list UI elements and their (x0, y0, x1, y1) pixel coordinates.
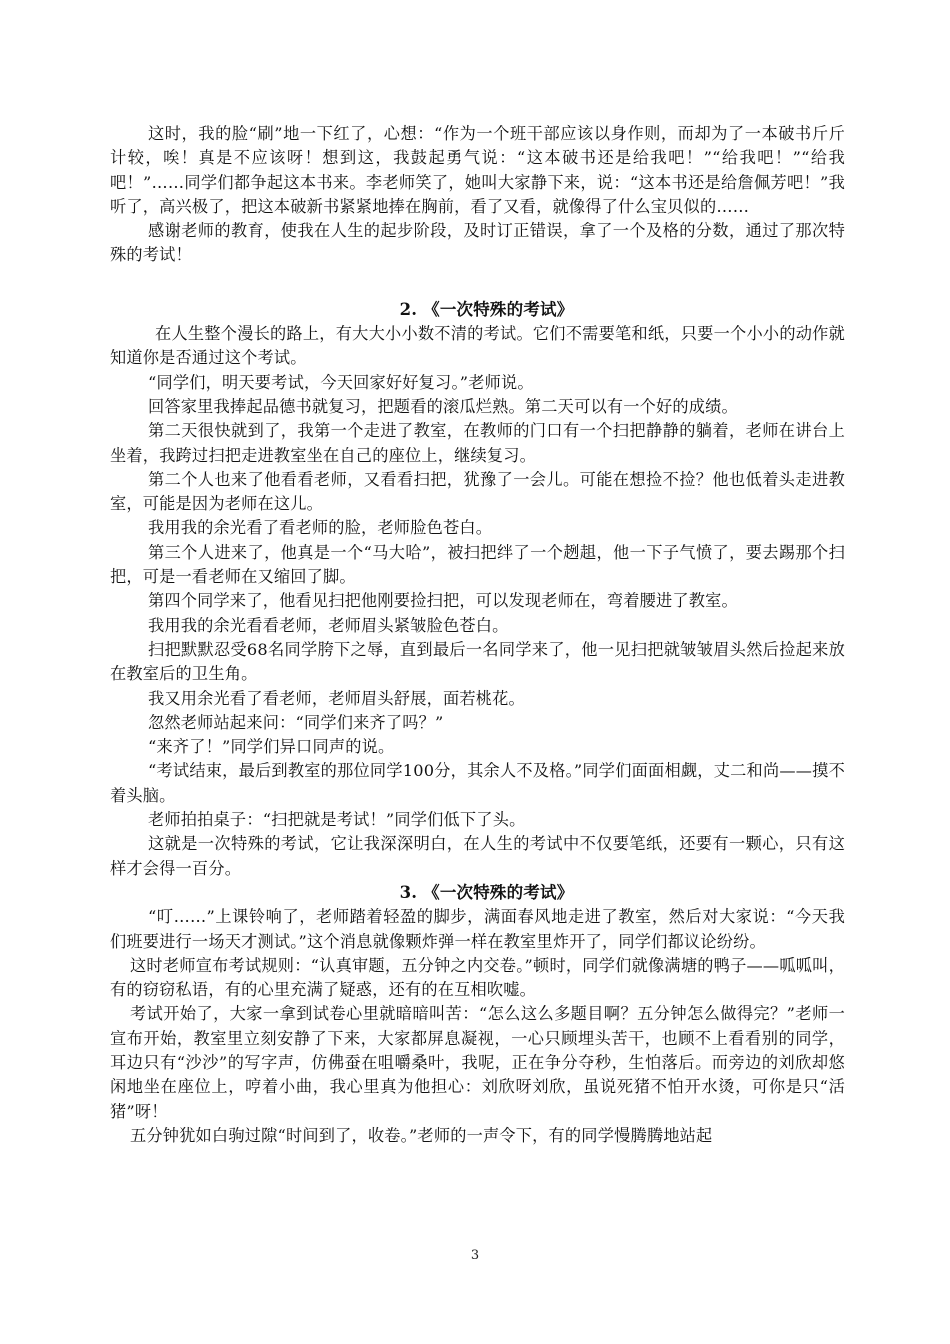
paragraph: 第二天很快就到了，我第一个走进了教室，在教师的门口有一个扫把静静的躺着，老师在讲台上坐着，我跨过扫把走进教室坐在自己的座位上，继续复习。 (110, 421, 845, 465)
paragraph: 第三个人进来了，他真是一个“马大哈”，被扫把绊了一个趔趄，他一下子气愤了，要去踢那个扫把，可是一看老师在又缩回了脚。 (110, 542, 845, 587)
paragraph: 这就是一次特殊的考试，它让我深深明白，在人生的考试中不仅要笔纸，还要有一颗心，只有这样才会得一百分。 (110, 834, 845, 878)
paragraph: 忽然老师站起来问：“同学们来齐了吗？” (148, 712, 444, 732)
page-number: 3 (470, 1248, 480, 1263)
paragraph: 回答家里我捧起品德书就复习，把题看的滚瓜烂熟。第二天可以有一个好的成绩。 (148, 396, 738, 416)
paragraph: 老师拍拍桌子：“扫把就是考试！”同学们低下了头。 (148, 810, 526, 830)
paragraph: 我用我的余光看了看老师的脸，老师脸色苍白。 (148, 518, 493, 538)
paragraph: “同学们，明天要考试，今天回家好好复习。”老师说。 (148, 372, 534, 392)
paragraph: 在人生整个漫长的路上，有大大小小数不清的考试。它们不需要笔和纸，只要一个小小的动作就知道你是否通过这个考试。 (110, 324, 845, 368)
paragraph: “叮……”上课铃响了，老师踏着轻盈的脚步，满面春风地走进了教室，然后对大家说：“今天我们班要进行一场天才测试。”这个消息就像颗炸弹一样在教室里炸开了，同学们都议论纷纷。 (110, 907, 845, 951)
paragraph: “考试结束，最后到教室的那位同学100分，其余人不及格。”同学们面面相觑，丈二和尚——摸不着头脑。 (110, 761, 845, 805)
section-heading: 2. 《一次特殊的考试》 (399, 299, 574, 319)
paragraph: 五分钟犹如白驹过隙“时间到了，收卷。”老师的一声令下，有的同学慢腾腾地站起 (130, 1125, 713, 1145)
paragraph: 第二个人也来了他看看老师，又看看扫把，犹豫了一会儿。可能在想捡不捡？他也低着头走进教室，可能是因为老师在这儿。 (110, 469, 845, 514)
paragraph: 这时老师宣布考试规则：“认真审题，五分钟之内交卷。”顿时，同学们就像满塘的鸭子——呱呱叫，有的窃窃私语，有的心里充满了疑惑，还有的在互相吹嘘。 (110, 955, 845, 1000)
paragraph: 感谢老师的教育，使我在人生的起步阶段，及时订正错误，拿了一个及格的分数，通过了那次特殊的考试！ (110, 221, 845, 265)
section-heading: 3. 《一次特殊的考试》 (399, 882, 574, 902)
paragraph: 考试开始了，大家一拿到试卷心里就暗暗叫苦：“怎么这么多题目啊？五分钟怎么做得完？”老师一宣布开始，教室里立刻安静了下来，大家都屏息凝视，一心只顾埋头苦干，也顾不上看看别的同学，耳边只有“沙沙”的写字声，仿佛蚕在咀嚼桑叶，我呢，正在争分夺秒，生怕落后。而旁边的刘欣却悠闲地坐在座位上，哼着小曲，我心里真为他担心：刘欣呀刘欣，虽说死猪不怕开水烫，可你是只“活猪”呀！ (110, 1004, 845, 1121)
paragraph: 扫把默默忍受68名同学胯下之辱，直到最后一名同学来了，他一见扫把就皱皱眉头然后捡起来放在教室后的卫生角。 (110, 639, 845, 684)
paragraph: 第四个同学来了，他看见扫把他刚要捡扫把，可以发现老师在，弯着腰进了教室。 (148, 591, 738, 611)
paragraph: 这时，我的脸“刷”地一下红了，心想：“作为一个班干部应该以身作则，而却为了一本破书斤斤计较，唉！真是不应该呀！想到这，我鼓起勇气说：“这本破书还是给我吧！”“给我吧！”“给我吧！”……同学们都争起这本书来。李老师笑了，她叫大家静下来，说：“这本书还是给詹佩芳吧！”我听了，高兴极了，把这本破新书紧紧地捧在胸前，看了又看，就像得了什么宝贝似的…… (110, 124, 845, 216)
document-page (110, 122, 845, 1148)
paragraph: “来齐了！”同学们异口同声的说。 (148, 737, 395, 757)
spacer (110, 268, 845, 282)
paragraph: 我用我的余光看看老师，老师眉头紧皱脸色苍白。 (148, 615, 509, 635)
paragraph: 我又用余光看了看老师，老师眉头舒展，面若桃花。 (148, 688, 525, 708)
